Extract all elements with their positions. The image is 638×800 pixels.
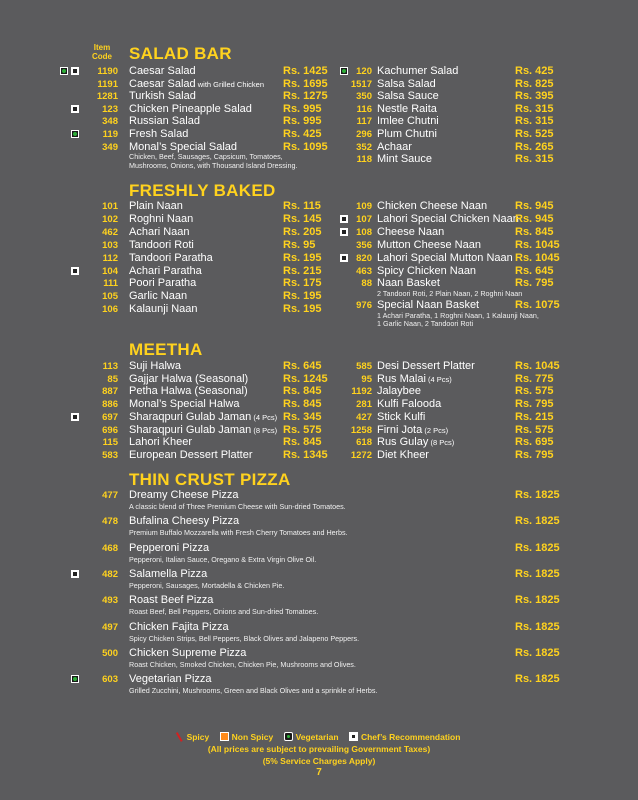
item-price: Rs. 945 [515, 212, 554, 225]
item-price: Rs. 145 [283, 212, 322, 225]
item-name [129, 239, 194, 251]
item-code: 296 [356, 129, 372, 140]
item-name [129, 568, 207, 580]
item-code: 117 [356, 116, 372, 128]
item-name [377, 373, 452, 385]
item-price: Rs. 425 [515, 65, 554, 77]
item-name-text: Sharaqpuri Gulab Jaman [129, 410, 252, 423]
item-description: A classic blend of Three Premium Cheese with Sun-dried Tomatoes. [129, 502, 346, 511]
item-price: Rs. 1045 [515, 360, 560, 372]
item-name [129, 385, 248, 397]
item-name-text: Special Naan Basket [377, 298, 480, 311]
item-price: Rs. 195 [283, 290, 322, 303]
item-code: 281 [356, 399, 372, 411]
item-name [377, 90, 439, 102]
item-price: Rs. 115 [283, 200, 321, 212]
item-code: 109 [356, 201, 372, 212]
item-name [129, 213, 193, 225]
item-price: Rs. 645 [515, 264, 554, 277]
item-price: Rs. 795 [515, 277, 554, 290]
item-name-text: Dreamy Cheese Pizza [129, 489, 239, 501]
item-description: Roast Beef, Bell Peppers, Onions and Sun-dried Tomatoes. [129, 607, 319, 617]
item-code: 106 [102, 304, 118, 316]
item-name-text: Jalaybee [377, 385, 422, 398]
item-code: 478 [102, 516, 118, 528]
item-name-text: Petha Halwa (Seasonal) [129, 385, 248, 398]
item-name-text: Stick Kulfi [377, 410, 426, 423]
item-description: 2 Tandoori Roti, 2 Plain Naan, 2 Roghni Naan [377, 289, 523, 299]
item-name [377, 103, 437, 115]
item-code: 427 [356, 411, 372, 423]
item-price: Rs. 1825 [515, 620, 560, 633]
legend-spicy: Spicy [186, 732, 210, 742]
item-code: 1517 [350, 78, 372, 90]
item-name-text: Caesar Salad [129, 65, 196, 77]
item-name [377, 385, 421, 397]
item-code: 820 [356, 252, 372, 264]
item-code: 88 [361, 278, 372, 290]
item-code: 349 [102, 141, 118, 153]
item-price: Rs. 1825 [515, 515, 560, 528]
item-code: 123 [102, 103, 118, 115]
item-code: 111 [103, 278, 118, 290]
tax-note: (All prices are subject to prevailing Government Taxes) [207, 744, 431, 754]
item-code: 1192 [351, 386, 372, 398]
item-name-text: Lahori Special Chicken Naan [377, 212, 519, 225]
item-price: Rs. 775 [515, 372, 554, 385]
item-name [377, 128, 437, 140]
item-name-suffix: (4 Pcs) [425, 374, 452, 384]
item-price: Rs. 315 [515, 102, 554, 115]
item-name-text: Garlic Naan [129, 290, 188, 303]
item-price: Rs. 215 [515, 410, 554, 423]
item-price: Rs. 315 [515, 115, 554, 128]
item-price: Rs. 195 [283, 251, 322, 264]
item-name [129, 515, 239, 527]
item-description: Spicy Chicken Strips, Bell Peppers, Black Olives and Jalapeno Peppers. [129, 633, 360, 643]
item-name-text: Gajjar Halwa (Seasonal) [129, 372, 249, 385]
item-price: Rs. 1045 [515, 238, 560, 251]
item-name [129, 200, 183, 212]
item-name [377, 226, 444, 238]
item-name-text: Cheese Naan [377, 225, 445, 238]
item-name [129, 449, 253, 461]
item-price: Rs. 205 [283, 225, 322, 238]
item-price: Rs. 1425 [283, 65, 328, 77]
item-name [129, 103, 252, 115]
item-price: Rs. 845 [515, 225, 554, 238]
item-code: 497 [102, 621, 118, 633]
item-price: Rs. 195 [283, 303, 322, 316]
item-name [129, 542, 209, 554]
item-name [377, 299, 479, 311]
item-name [377, 265, 476, 277]
chef-recommendation-icon [340, 228, 348, 236]
item-name [129, 252, 213, 264]
item-code: 585 [356, 361, 372, 372]
section-title-thin-crust-pizza: THIN CRUST PIZZA [129, 470, 291, 489]
item-name-text: Achari Naan [129, 225, 190, 238]
item-name [377, 78, 436, 90]
item-name-text: Kalaunji Naan [129, 303, 198, 316]
legend-chef: Chef’s Recommendation [360, 732, 461, 742]
item-name [377, 239, 481, 251]
item-code: 1191 [97, 78, 118, 90]
item-name-text: Chicken Pineapple Salad [129, 102, 252, 115]
item-name-text: Lahori Kheer [129, 436, 192, 449]
item-name-text: Plum Chutni [377, 128, 437, 140]
item-name-text: Diet Kheer [377, 448, 429, 461]
item-name [129, 265, 202, 277]
item-name [129, 115, 200, 127]
item-code: 116 [356, 103, 372, 115]
item-code: 583 [102, 449, 118, 461]
item-name [129, 489, 238, 501]
chef-recommendation-icon [71, 413, 79, 421]
item-name-suffix: with Grilled Chicken [195, 79, 265, 89]
item-code: 105 [102, 291, 118, 303]
chef-recommendation-icon [340, 254, 348, 262]
item-code: 120 [356, 66, 372, 77]
item-name [377, 65, 458, 77]
item-code: 1272 [350, 449, 372, 461]
item-code: 477 [102, 490, 118, 501]
item-name [377, 141, 412, 153]
item-code: 85 [107, 373, 118, 385]
item-code: 348 [102, 116, 118, 128]
item-code: 118 [356, 154, 372, 166]
item-name-text: Imlee Chutni [377, 115, 439, 128]
chef-recommendation-icon [71, 267, 79, 275]
chef-recommendation-icon [71, 105, 79, 113]
item-price: Rs. 575 [515, 423, 554, 436]
section-title-freshly-baked: FRESHLY BAKED [129, 181, 276, 200]
item-price: Rs. 695 [515, 436, 554, 449]
item-name-text: Tandoori Paratha [129, 251, 213, 264]
item-name [129, 436, 192, 448]
vegetarian-icon [284, 732, 293, 741]
item-code: 1258 [350, 424, 372, 436]
item-code: 618 [356, 437, 372, 449]
item-price: Rs. 1695 [283, 77, 328, 90]
legend [0, 731, 638, 742]
item-name [377, 360, 475, 372]
service-note: (5% Service Charges Apply) [262, 756, 376, 766]
item-name [129, 90, 196, 102]
item-name-text: Chicken Cheese Naan [377, 200, 488, 212]
item-description: Roast Chicken, Smoked Chicken, Chicken Pie, Mushrooms and Olives. [129, 659, 356, 669]
item-name-text: Roast Beef Pizza [129, 594, 214, 607]
item-name [129, 398, 239, 410]
item-name-text: Vegetarian Pizza [129, 673, 212, 686]
item-code: 468 [102, 542, 118, 554]
item-name-suffix: (8 Pcs) [251, 425, 278, 435]
item-price: Rs. 1245 [283, 372, 328, 385]
item-name [129, 128, 188, 140]
item-price: Rs. 265 [515, 140, 554, 153]
item-description: Chicken, Beef, Sausages, Capsicum, Tomatoes, [129, 152, 283, 162]
item-code: 887 [102, 386, 118, 398]
item-price: Rs. 995 [283, 115, 322, 128]
item-name-text: Chicken Supreme Pizza [129, 646, 247, 659]
item-price: Rs. 395 [515, 90, 554, 103]
item-name [377, 398, 441, 410]
item-name [129, 424, 277, 436]
item-name-text: Desi Dessert Platter [377, 360, 475, 372]
item-name-text: Suji Halwa [129, 360, 181, 372]
item-name-text: Kachumer Salad [377, 65, 459, 77]
vegetarian-icon [340, 67, 348, 75]
item-name-text: Rus Gulay [377, 436, 429, 449]
chef-recommendation-icon [71, 570, 79, 578]
item-name-text: Plain Naan [129, 200, 183, 212]
item-price: Rs. 645 [283, 360, 322, 372]
chef-recommendation-icon [349, 732, 358, 741]
item-price: Rs. 795 [515, 398, 554, 411]
item-price: Rs. 1825 [515, 646, 560, 659]
item-name-text: Caesar Salad [129, 77, 196, 90]
item-name-text: Roghni Naan [129, 212, 194, 225]
item-name [129, 277, 196, 289]
item-name [129, 647, 246, 659]
item-description: Grilled Zucchini, Mushrooms, Green and Black Olives and a sprinkle of Herbs. [129, 686, 378, 696]
item-name-text: Fresh Salad [129, 128, 189, 140]
item-price: Rs. 1825 [515, 594, 560, 607]
item-name [129, 673, 212, 685]
item-name-text: European Dessert Platter [129, 448, 253, 461]
legend-non-spicy: Non Spicy [231, 732, 274, 742]
item-name [129, 226, 190, 238]
item-name-text: Mutton Cheese Naan [377, 238, 481, 251]
item-code: 119 [102, 129, 118, 140]
item-name [377, 424, 448, 436]
item-code: 95 [361, 373, 372, 385]
chef-recommendation-icon [340, 215, 348, 223]
item-description: 1 Achari Paratha, 1 Roghni Naan, 1 Kalaunji Naan, [377, 310, 539, 320]
item-name-text: Achaar [377, 140, 412, 153]
item-name [377, 252, 513, 264]
item-price: Rs. 175 [283, 277, 322, 290]
item-name-text: Mint Sauce [377, 153, 433, 166]
item-name-text: Firni Jota [377, 423, 423, 436]
item-name [129, 373, 248, 385]
item-name [129, 141, 237, 153]
section-title-meetha: MEETHA [129, 340, 203, 359]
item-name-suffix: (2 Pcs) [422, 425, 449, 435]
item-price: Rs. 795 [515, 448, 554, 461]
item-price: Rs. 1075 [515, 298, 560, 311]
item-name-text: Bufalina Cheesy Pizza [129, 515, 240, 528]
item-code-label: Item Code [92, 43, 112, 61]
item-name-text: Lahori Special Mutton Naan [377, 251, 513, 264]
item-name [129, 411, 277, 423]
item-code: 696 [102, 424, 118, 436]
item-name-text: Nestle Raita [377, 102, 437, 115]
item-name-text: Kulfi Falooda [377, 398, 442, 411]
item-code: 104 [102, 265, 118, 277]
section-title-salad-bar: SALAD BAR [129, 44, 232, 63]
item-price: Rs. 425 [283, 128, 322, 140]
item-name [377, 449, 429, 461]
item-name [129, 360, 181, 372]
item-name [377, 213, 519, 225]
item-name-text: Pepperoni Pizza [129, 541, 210, 554]
vegetarian-icon [71, 130, 79, 138]
item-name-text: Salsa Salad [377, 77, 436, 90]
item-description: Premium Buffalo Mozzarella with Fresh Cherry Tomatoes and Herbs. [129, 528, 348, 538]
item-name [377, 153, 432, 165]
item-code: 697 [102, 411, 118, 423]
item-code: 1190 [97, 66, 118, 77]
item-name [377, 115, 439, 127]
item-name [377, 411, 425, 423]
item-price: Rs. 995 [283, 102, 322, 115]
item-description: Pepperoni, Italian Sauce, Oregano & Extra Virgin Olive Oil. [129, 554, 317, 564]
item-price: Rs. 345 [283, 410, 322, 423]
item-name-text: Turkish Salad [129, 90, 196, 103]
vegetarian-icon [71, 675, 79, 683]
item-name [129, 594, 213, 606]
item-price: Rs. 845 [283, 398, 322, 411]
item-code: 603 [102, 674, 118, 686]
non-spicy-icon [220, 732, 229, 741]
item-name-text: Spicy Chicken Naan [377, 264, 477, 277]
item-code: 462 [102, 226, 118, 238]
item-code: 352 [356, 141, 372, 153]
item-price: Rs. 1825 [515, 673, 560, 686]
item-name [129, 65, 196, 77]
item-code: 101 [102, 201, 118, 212]
item-name-text: Rus Malai [377, 372, 426, 385]
chef-recommendation-icon [71, 67, 79, 75]
spicy-icon [175, 730, 185, 742]
item-price: Rs. 525 [515, 128, 554, 140]
item-price: Rs. 1045 [515, 251, 560, 264]
item-code: 112 [102, 252, 118, 264]
item-code: 108 [356, 226, 372, 238]
item-code: 103 [102, 239, 118, 251]
page-number: 7 [316, 767, 322, 778]
item-name [377, 200, 487, 212]
item-name-suffix: (4 Pcs) [251, 412, 278, 422]
item-price: Rs. 945 [515, 200, 554, 212]
item-name-text: Sharaqpuri Gulab Jaman [129, 423, 252, 436]
item-price: Rs. 575 [283, 423, 322, 436]
item-name-text: Monal’s Special Salad [129, 140, 238, 153]
item-code: 500 [102, 647, 118, 659]
item-name [377, 277, 440, 289]
item-name [129, 303, 198, 315]
item-price: Rs. 1275 [283, 90, 328, 103]
item-code: 350 [356, 91, 372, 103]
item-price: Rs. 825 [515, 77, 554, 90]
item-name-suffix: (8 Pcs) [428, 438, 455, 448]
item-name-text: Salamella Pizza [129, 567, 208, 580]
legend-vegetarian: Vegetarian [295, 732, 339, 742]
item-price: Rs. 315 [515, 153, 554, 166]
item-price: Rs. 1095 [283, 140, 328, 153]
item-code: 463 [356, 265, 372, 277]
item-price: Rs. 95 [283, 238, 316, 251]
item-price: Rs. 1825 [515, 567, 560, 580]
item-code: 886 [102, 399, 118, 411]
item-description: Pepperoni, Sausages, Mortadella & Chicken Pie. [129, 580, 285, 590]
item-name-text: Tandoori Roti [129, 238, 194, 251]
item-price: Rs. 1345 [283, 448, 328, 461]
item-price: Rs. 1825 [515, 541, 560, 554]
item-code: 976 [356, 299, 372, 311]
vegetarian-icon [60, 67, 68, 75]
item-price: Rs. 575 [515, 385, 554, 398]
item-price: Rs. 215 [283, 264, 322, 277]
item-description: 1 Garlic Naan, 2 Tandoori Roti [377, 319, 474, 329]
item-name-text: Chicken Fajita Pizza [129, 620, 229, 633]
item-name [129, 621, 229, 633]
item-name-text: Monal’s Special Halwa [129, 398, 240, 411]
item-price: Rs. 845 [283, 385, 322, 398]
item-name [129, 290, 187, 302]
item-name-text: Naan Basket [377, 277, 440, 290]
item-description: Mushrooms, Onions, with Thousand Island Dressing. [129, 160, 298, 170]
item-code: 356 [356, 239, 372, 251]
item-name-text: Poori Paratha [129, 277, 197, 290]
item-code: 102 [102, 213, 118, 225]
item-price: Rs. 845 [283, 436, 322, 449]
item-name [377, 436, 454, 448]
item-code: 1281 [96, 91, 118, 103]
item-name-text: Salsa Sauce [377, 90, 439, 103]
item-name [129, 78, 264, 90]
item-code: 113 [102, 361, 118, 372]
item-price: Rs. 1825 [515, 489, 560, 501]
item-name-text: Achari Paratha [129, 264, 202, 277]
item-code: 493 [102, 595, 118, 607]
item-code: 482 [102, 568, 118, 580]
item-code: 115 [102, 437, 118, 449]
item-name-text: Russian Salad [129, 115, 200, 128]
item-code: 107 [356, 213, 372, 225]
